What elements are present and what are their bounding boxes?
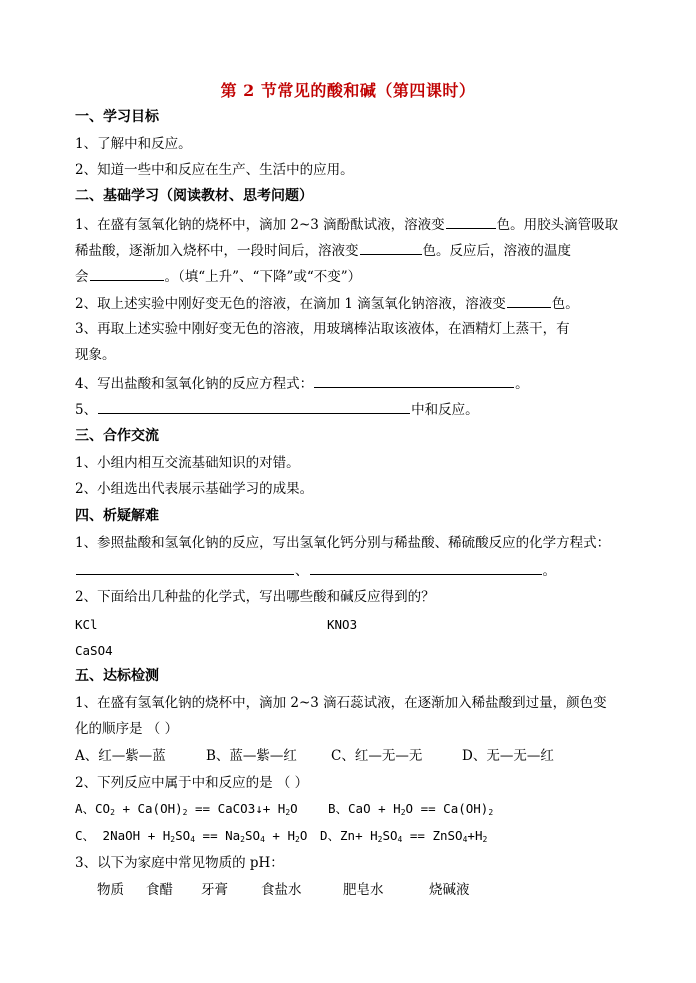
answer-blank[interactable] xyxy=(446,214,496,229)
question-text: 色。用胶头滴管吸取 xyxy=(496,217,619,233)
option-d[interactable]: D、无—无—红 xyxy=(462,748,554,764)
basic-question-3-line-1: 3、再取上述实验中刚好变无色的溶液，用玻璃棒沾取该液体，在酒精灯上蒸干，有 xyxy=(75,321,570,337)
test-question-2: 2、下列反应中属于中和反应的是 （ ） xyxy=(75,775,309,791)
section-heading-cooperation: 三、合作交流 xyxy=(75,428,159,444)
salt-formula: KNO3 xyxy=(327,617,358,632)
answer-blank[interactable] xyxy=(98,399,410,414)
option-b[interactable]: B、CaO + $H_2O == Ca(OH)_2$ xyxy=(328,801,494,817)
question-text: 。 xyxy=(542,563,556,579)
answer-blank[interactable] xyxy=(310,560,542,575)
analysis-question-1-answers xyxy=(75,560,556,580)
question-text: 。 xyxy=(515,376,529,392)
test-question-1-line-1: 1、在盛有氢氧化钠的烧杯中，滴加 2~3 滴石蕊试液，在逐渐加入稀盐酸到过量，颜色变 xyxy=(75,695,607,711)
cooperation-item-1: 1、小组内相互交流基础知识的对错。 xyxy=(75,455,300,471)
question-text: 、 xyxy=(295,563,309,579)
question-text: 2、取上述实验中刚好变无色的溶液，在滴加 1 滴氢氧化钠溶液，溶液变 xyxy=(75,296,506,312)
question-text: 。（填“上升”、“下降”或“不变”） xyxy=(164,269,362,285)
question-text: 中和反应。 xyxy=(411,402,479,418)
analysis-question-1: 1、参照盐酸和氢氧化钠的反应，写出氢氧化钙分别与稀盐酸、稀硫酸反应的化学方程式： xyxy=(75,535,611,551)
option-a[interactable]: A、$CO_2 + Ca(OH)_2$ == CaCO3↓+ $H_2O$ xyxy=(75,801,298,817)
test-question-3: 3、以下为家庭中常见物质的 pH： xyxy=(75,855,284,871)
basic-question-5 xyxy=(75,399,479,419)
option-c[interactable]: C、 2NaOH + $H_2SO_4 == Na_2SO_4 + H_2O$ xyxy=(75,828,308,844)
basic-question-1-line-2 xyxy=(75,240,571,260)
question-text: 色。 xyxy=(551,296,579,312)
test-question-2-options-cd xyxy=(75,827,487,849)
page-title: 第 2 节常见的酸和碱（第四课时） xyxy=(220,81,476,100)
option-b[interactable]: B、蓝—紫—红 xyxy=(206,748,297,764)
answer-blank[interactable] xyxy=(76,560,294,575)
option-d[interactable]: D、$Zn+ H_2SO_4$ == $ZnSO_4+H_2$ xyxy=(320,828,488,844)
question-text: 稀盐酸，逐渐加入烧杯中，一段时间后，溶液变 xyxy=(75,243,359,259)
ph-table-header-cell: 牙膏 xyxy=(201,882,228,898)
basic-question-4 xyxy=(75,373,529,393)
test-question-1-options xyxy=(75,747,554,765)
goal-item-2: 2、知道一些中和反应在生产、生活中的应用。 xyxy=(75,162,354,178)
ph-table-header-cell: 肥皂水 xyxy=(343,882,384,898)
question-text: 4、写出盐酸和氢氧化钠的反应方程式： xyxy=(75,376,314,392)
basic-question-1-line-3 xyxy=(75,266,361,286)
question-text: 色。反应后，溶液的温度 xyxy=(422,243,571,259)
ph-table-header-cell: 烧碱液 xyxy=(429,882,470,898)
answer-blank[interactable] xyxy=(360,240,422,255)
option-c[interactable]: C、红—无—无 xyxy=(331,748,423,764)
salt-formula: KCl xyxy=(75,617,98,632)
section-heading-goals: 一、学习目标 xyxy=(75,109,159,125)
ph-table-header xyxy=(97,881,470,899)
question-text: 会 xyxy=(75,269,89,285)
basic-question-3-line-2: 现象。 xyxy=(75,347,116,363)
basic-question-2 xyxy=(75,293,579,313)
test-question-2-options-ab xyxy=(75,800,493,822)
ph-table-header-cell: 物质 xyxy=(97,882,124,898)
answer-blank[interactable] xyxy=(314,373,514,388)
salt-formula: CaSO4 xyxy=(75,643,113,658)
basic-question-1-line-1 xyxy=(75,214,618,234)
answer-blank[interactable] xyxy=(90,266,164,281)
option-a[interactable]: A、红—紫—蓝 xyxy=(75,748,166,764)
goal-item-1: 1、了解中和反应。 xyxy=(75,136,192,152)
analysis-question-2: 2、下面给出几种盐的化学式，写出哪些酸和碱反应得到的？ xyxy=(75,589,435,605)
section-heading-analysis: 四、析疑解难 xyxy=(75,508,159,524)
question-text: 5、 xyxy=(75,402,98,418)
test-question-1-line-2: 化的顺序是 （ ） xyxy=(75,721,179,737)
cooperation-item-2: 2、小组选出代表展示基础学习的成果。 xyxy=(75,481,314,497)
section-heading-test: 五、达标检测 xyxy=(75,668,159,684)
ph-table-header-cell: 食醋 xyxy=(146,882,173,898)
answer-blank[interactable] xyxy=(507,293,551,308)
section-heading-basic: 二、基础学习（阅读教材、思考问题） xyxy=(75,188,313,204)
ph-table-header-cell: 食盐水 xyxy=(261,882,302,898)
question-text: 1、在盛有氢氧化钠的烧杯中，滴加 2~3 滴酚酞试液，溶液变 xyxy=(75,217,445,233)
